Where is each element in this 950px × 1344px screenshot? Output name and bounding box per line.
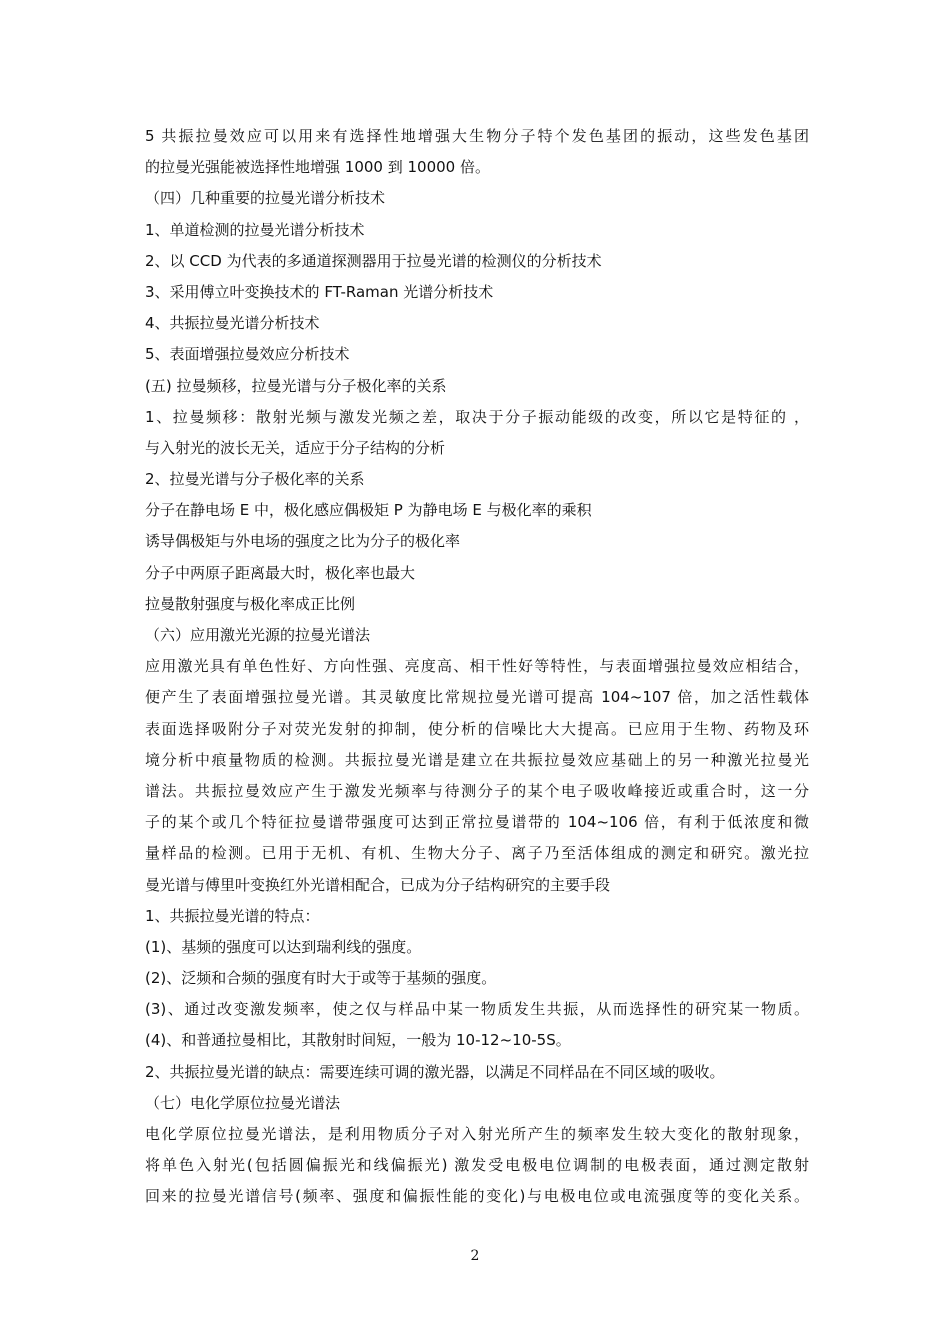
- text-line: （七）电化学原位拉曼光谱法: [145, 1093, 341, 1112]
- text-line: (五) 拉曼频移，拉曼光谱与分子极化率的关系: [145, 376, 447, 395]
- text-line: 分子中两原子距离最大时，极化率也最大: [145, 563, 416, 582]
- text-line: (3)、通过改变激发频率，使之仅与样品中某一物质发生共振，从而选择性的研究某一物质。: [145, 1000, 809, 1019]
- text-line: 谱法。共振拉曼效应产生于激发光频率与待测分子的某个电子吸收峰接近或重合时，这一分: [145, 781, 809, 800]
- text-line: 子的某个或几个特征拉曼谱带强度可达到正常拉曼谱带的 104~106 倍，有利于低浓度和微: [145, 813, 809, 832]
- text-line: 5 共振拉曼效应可以用来有选择性地增强大生物分子特个发色基团的振动，这些发色基团: [145, 127, 809, 145]
- text-line: (1)、基频的强度可以达到瑞利线的强度。: [145, 937, 422, 956]
- page-number: 2: [470, 1248, 480, 1264]
- text-line: 曼光谱与傅里叶变换红外光谱相配合，已成为分子结构研究的主要手段: [145, 875, 611, 894]
- text-line: 3、采用傅立叶变换技术的 FT-Raman 光谱分析技术: [145, 282, 494, 301]
- page-body: [145, 121, 809, 1213]
- text-line: 表面选择吸附分子对荧光发射的抑制，使分析的信噪比大大提高。已应用于生物、药物及环: [145, 719, 809, 738]
- text-line: 便产生了表面增强拉曼光谱。其灵敏度比常规拉曼光谱可提高 104~107 倍，加之活性载体: [145, 688, 809, 707]
- text-line: 将单色入射光(包括圆偏振光和线偏振光) 激发受电极电位调制的电极表面，通过测定散射: [145, 1156, 809, 1175]
- text-line: 与入射光的波长无关，适应于分子结构的分析: [145, 438, 446, 457]
- text-line: 电化学原位拉曼光谱法，是利用物质分子对入射光所产生的频率发生较大变化的散射现象，: [145, 1125, 809, 1143]
- text-line: 5、表面增强拉曼效应分析技术: [145, 345, 350, 364]
- text-line: 应用激光具有单色性好、方向性强、亮度高、相干性好等特性，与表面增强拉曼效应相结合，: [145, 657, 809, 676]
- text-line: 1、拉曼频移：散射光频与激发光频之差，取决于分子振动能级的改变，所以它是特征的 ，: [145, 407, 809, 426]
- text-line: (2)、泛频和合频的强度有时大于或等于基频的强度。: [145, 969, 497, 988]
- text-line: （四）几种重要的拉曼光谱分析技术: [145, 189, 386, 208]
- text-line: 2、以 CCD 为代表的多通道探测器用于拉曼光谱的检测仪的分析技术: [145, 251, 602, 270]
- text-line: 分子在静电场 E 中，极化感应偶极矩 P 为静电场 E 与极化率的乘积: [145, 501, 592, 520]
- text-line: 4、共振拉曼光谱分析技术: [145, 314, 320, 333]
- text-line: 境分析中痕量物质的检测。共振拉曼光谱是建立在共振拉曼效应基础上的另一种激光拉曼光: [145, 750, 809, 769]
- text-line: 2、共振拉曼光谱的缺点：需要连续可调的激光器，以满足不同样品在不同区域的吸收。: [145, 1062, 725, 1081]
- text-line: (4)、和普通拉曼相比，其散射时间短，一般为 10-12~10-5S。: [145, 1031, 571, 1050]
- text-line: 1、单道检测的拉曼光谱分析技术: [145, 220, 365, 239]
- text-line: （六）应用激光光源的拉曼光谱法: [145, 626, 371, 644]
- text-line: 回来的拉曼光谱信号(频率、强度和偏振性能的变化)与电极电位或电流强度等的变化关系。: [145, 1187, 809, 1206]
- text-line: 的拉曼光强能被选择性地增强 1000 到 10000 倍。: [145, 158, 490, 177]
- text-line: 量样品的检测。已用于无机、有机、生物大分子、离子乃至活体组成的测定和研究。激光拉: [145, 844, 809, 863]
- text-line: 拉曼散射强度与极化率成正比例: [145, 594, 356, 613]
- text-line: 2、拉曼光谱与分子极化率的关系: [145, 470, 365, 489]
- text-line: 1、共振拉曼光谱的特点：: [145, 906, 320, 925]
- text-line: 诱导偶极矩与外电场的强度之比为分子的极化率: [145, 532, 461, 551]
